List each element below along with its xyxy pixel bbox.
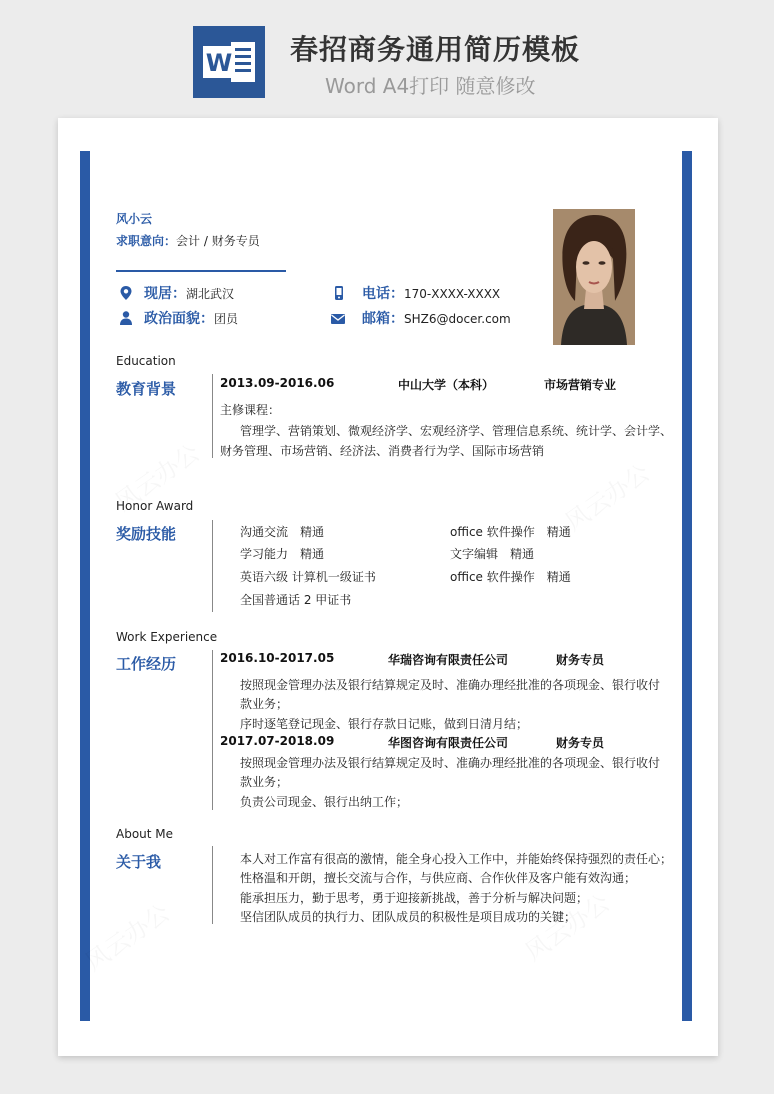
political-status-value: 团员 xyxy=(214,312,239,326)
about-line: 本人对工作富有很高的激情，能全身心投入工作中，并能始终保持强烈的责任心； xyxy=(240,852,673,866)
about-line: 性格温和开朗，擅长交流与合作，与供应商、合作伙伴及客户能有效沟通； xyxy=(240,871,637,885)
skill-item: 英语六级 计算机一级证书 xyxy=(240,570,376,584)
political-status-label: 政治面貌： xyxy=(144,311,214,327)
education-school: 中山大学（本科） xyxy=(398,378,495,392)
job-title: 财务专员 xyxy=(556,736,605,750)
skill-item: office 软件操作 精通 xyxy=(450,570,571,584)
job-intent xyxy=(116,232,260,249)
education-period: 2013.09-2016.06 xyxy=(220,376,335,390)
about-line: 坚信团队成员的执行力、团队成员的积极性是项目成功的关键； xyxy=(240,910,577,924)
job-company: 华图咨询有限责任公司 xyxy=(388,736,509,750)
education-heading: 教育背景 xyxy=(116,380,177,398)
page-header xyxy=(0,0,774,110)
email xyxy=(362,308,511,328)
phone xyxy=(362,283,500,303)
page-title: 春招商务通用简历模板 xyxy=(290,33,581,66)
location-icon xyxy=(118,285,134,301)
residence xyxy=(144,283,234,303)
honor-heading: 奖励技能 xyxy=(116,525,177,543)
work-heading-en: Work Experience xyxy=(116,630,218,644)
education-divider xyxy=(212,374,213,458)
phone-label: 电话： xyxy=(362,286,404,302)
job-period: 2017.07-2018.09 xyxy=(220,734,335,748)
about-heading: 关于我 xyxy=(116,853,162,871)
residence-value: 湖北武汉 xyxy=(186,287,235,301)
mail-icon xyxy=(330,311,346,327)
person-icon xyxy=(118,310,134,326)
job-duty-line: 序时逐笔登记现金、银行存款日记账，做到日清月结； xyxy=(240,717,529,731)
svg-text:W: W xyxy=(205,49,233,77)
about-divider xyxy=(212,846,213,924)
honor-divider xyxy=(212,520,213,612)
watermark xyxy=(77,894,176,978)
phone-icon xyxy=(331,285,347,301)
job-duty-line: 负责公司现金、银行出纳工作； xyxy=(240,795,409,809)
skill-item: 沟通交流 精通 xyxy=(240,525,325,539)
job-duty-line: 按照现金管理办法及银行结算规定及时、准确办理经批准的各项现金、银行收付 xyxy=(240,756,661,770)
job-duty-line: 款业务； xyxy=(240,697,289,711)
job-company: 华瑞咨询有限责任公司 xyxy=(388,653,509,667)
phone-value: 170-XXXX-XXXX xyxy=(404,287,501,301)
email-label: 邮箱： xyxy=(362,311,404,327)
education-heading-en: Education xyxy=(116,354,176,368)
about-line: 能承担压力，勤于思考，勇于迎接新挑战，善于分析与解决问题； xyxy=(240,891,589,905)
watermark xyxy=(557,454,656,538)
skill-item: office 软件操作 精通 xyxy=(450,525,571,539)
job-title: 财务专员 xyxy=(556,653,605,667)
job-duty-line: 按照现金管理办法及银行结算规定及时、准确办理经批准的各项现金、银行收付 xyxy=(240,678,661,692)
courses-label: 主修课程： xyxy=(220,403,281,417)
education-major: 市场营销专业 xyxy=(544,378,617,392)
right-accent-bar xyxy=(682,151,692,1021)
job-intent-value: 会计 / 财务专员 xyxy=(176,234,260,248)
work-divider xyxy=(212,650,213,810)
skill-item: 文字编辑 精通 xyxy=(450,547,535,561)
about-heading-en: About Me xyxy=(116,827,174,841)
courses-line: 管理学、营销策划、微观经济学、宏观经济学、管理信息系统、统计学、会计学、 xyxy=(240,424,673,438)
email-value: SHZ6@docer.com xyxy=(404,312,511,326)
courses-line: 财务管理、市场营销、经济法、消费者行为学、国际市场营销 xyxy=(220,444,545,458)
page-subtitle: Word A4打印 随意修改 xyxy=(325,74,536,98)
profile-divider xyxy=(116,270,286,272)
left-accent-bar xyxy=(80,151,90,1021)
skill-item: 全国普通话 2 甲证书 xyxy=(240,593,352,607)
honor-heading-en: Honor Award xyxy=(116,499,194,513)
residence-label: 现居： xyxy=(144,286,186,302)
word-icon xyxy=(193,26,265,98)
job-period: 2016.10-2017.05 xyxy=(220,651,335,665)
work-heading: 工作经历 xyxy=(116,655,177,673)
resume-page xyxy=(58,118,718,1056)
skill-item: 学习能力 精通 xyxy=(240,547,325,561)
avatar-photo xyxy=(553,209,635,345)
candidate-name: 风小云 xyxy=(116,212,153,226)
political-status xyxy=(144,308,238,328)
job-duty-line: 款业务； xyxy=(240,775,289,789)
job-intent-label: 求职意向： xyxy=(116,234,177,248)
